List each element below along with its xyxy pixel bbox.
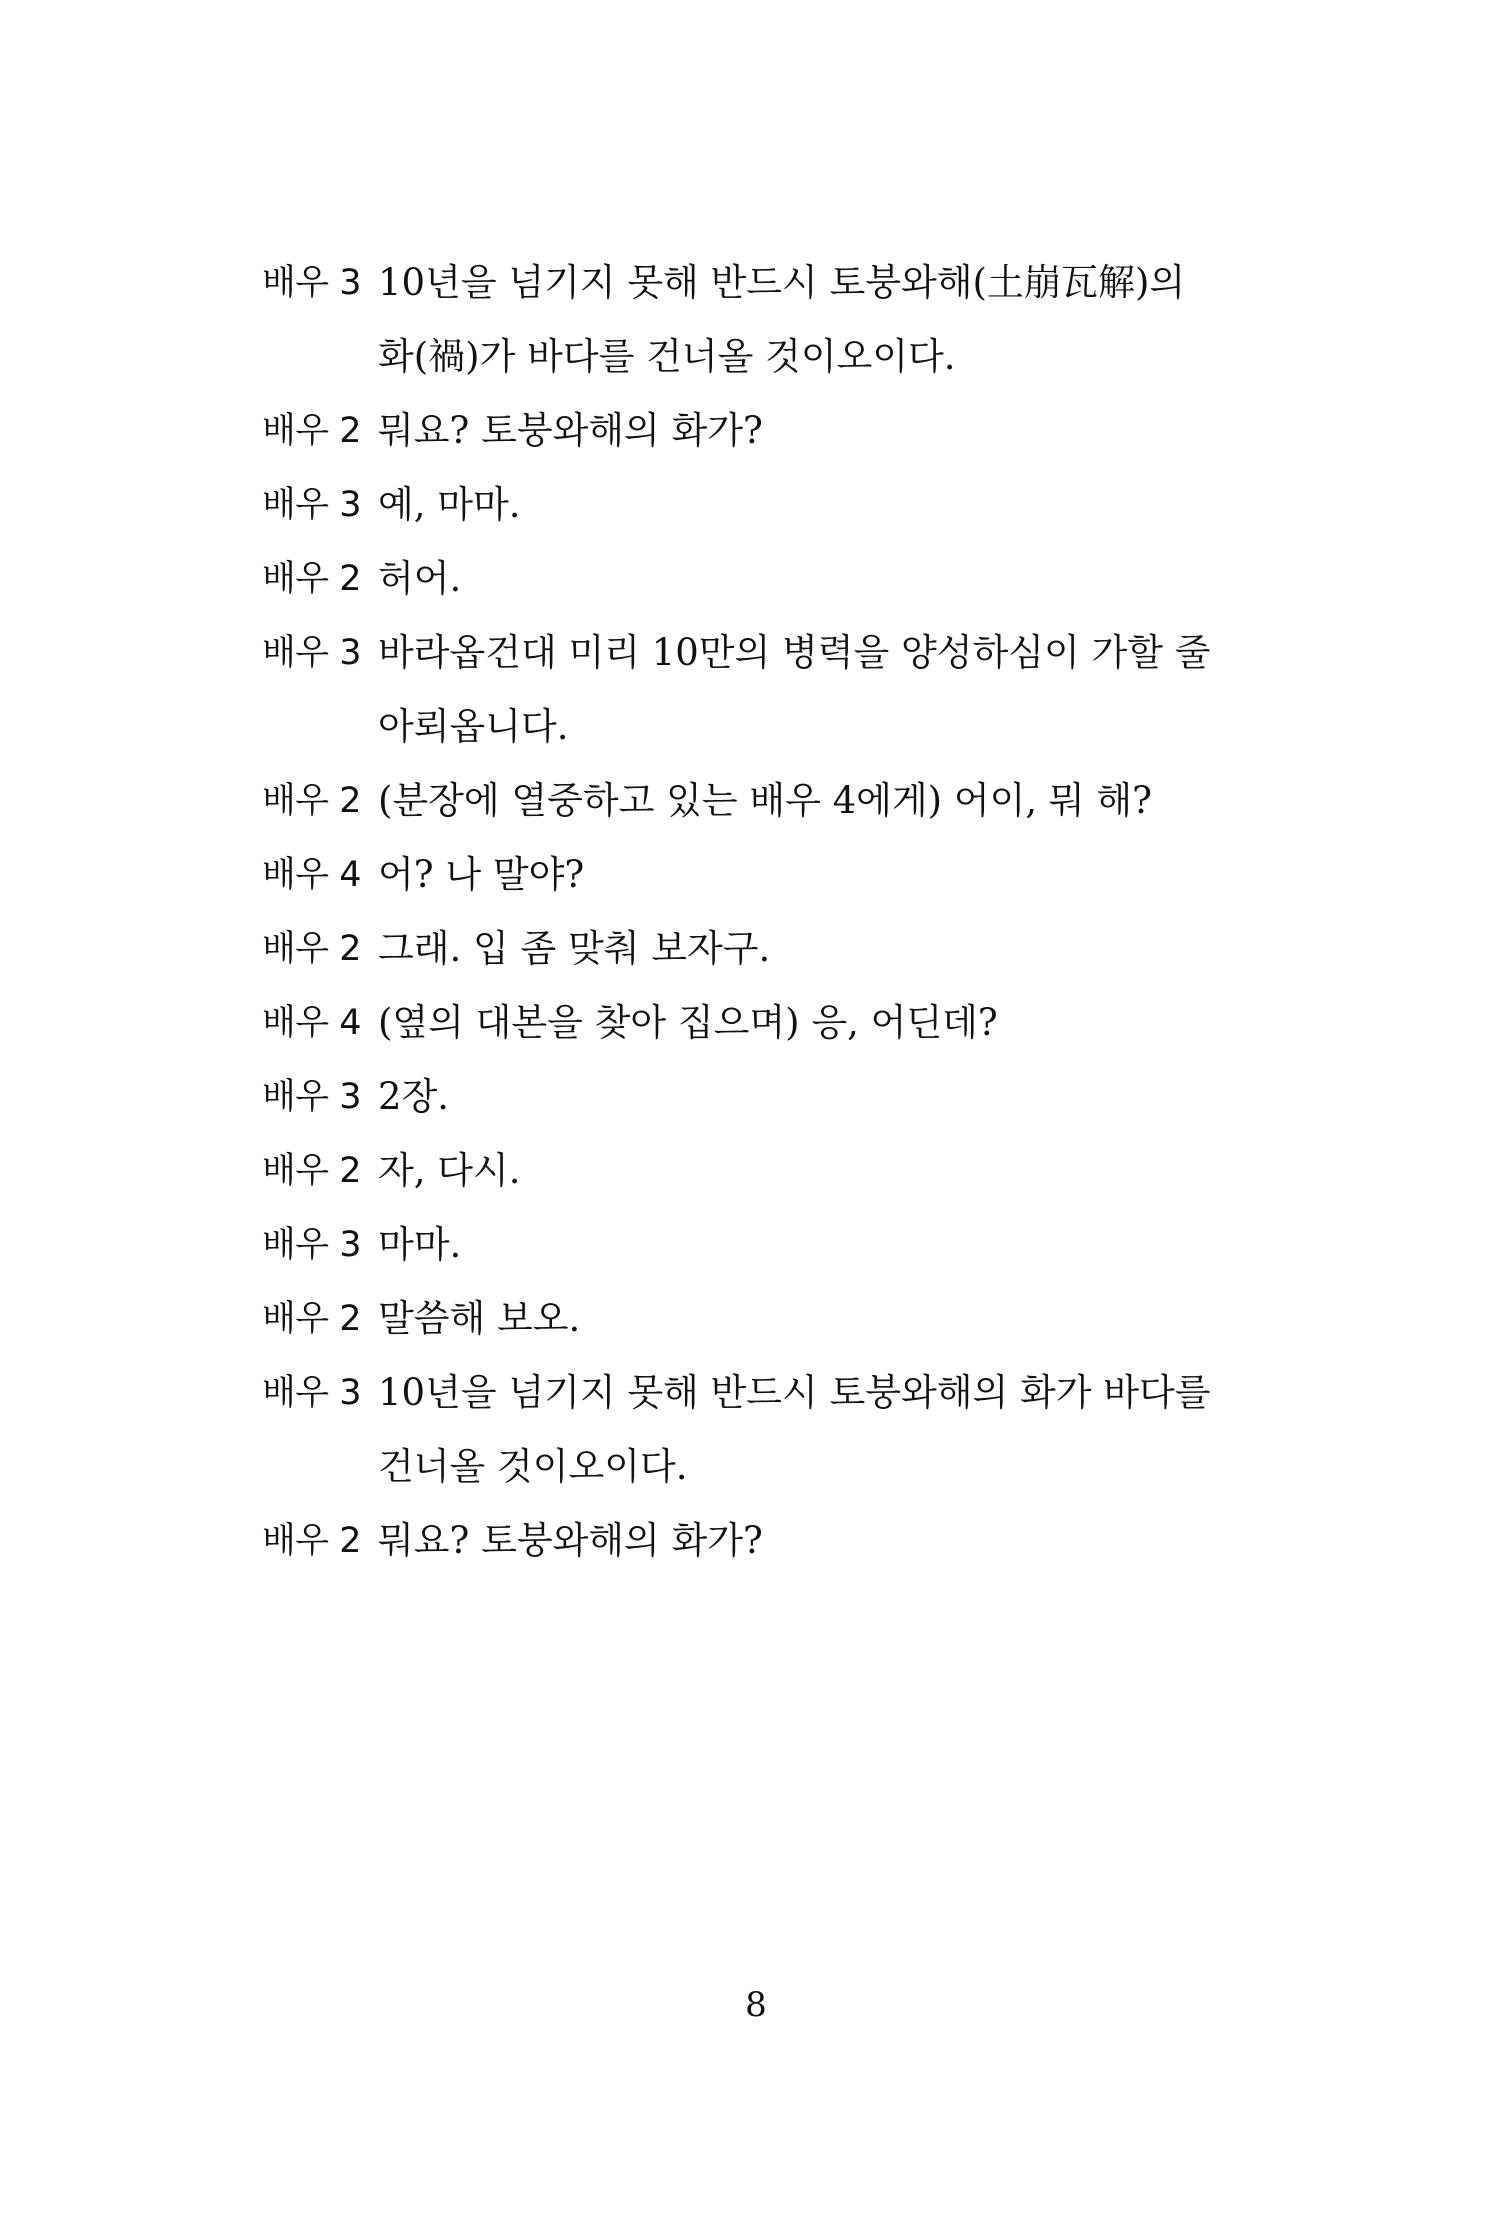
- speaker-name: 배우 3: [262, 263, 362, 303]
- dialogue-continuation: [262, 1430, 1222, 1504]
- speaker-name: 배우 3: [262, 633, 362, 673]
- dialogue-line: [262, 838, 1222, 912]
- speaker-name: 배우 4: [262, 1003, 362, 1043]
- dialogue-text: 자, 다시.: [378, 1149, 521, 1192]
- dialogue-line: [262, 468, 1222, 542]
- dialogue-line: [262, 616, 1222, 690]
- speaker-name: 배우 2: [262, 559, 362, 599]
- speaker-name: 배우 2: [262, 1151, 362, 1191]
- dialogue-line: [262, 1504, 1222, 1578]
- dialogue-text: 10년을 넘기지 못해 반드시 토붕와해(土崩瓦解)의: [378, 261, 1186, 304]
- dialogue-line: [262, 1208, 1222, 1282]
- dialogue-text: (옆의 대본을 찾아 집으며) 응, 어딘데?: [378, 1001, 998, 1044]
- speaker-name: 배우 3: [262, 1225, 362, 1265]
- dialogue-text: 어? 나 말야?: [378, 853, 585, 896]
- dialogue-line: [262, 912, 1222, 986]
- dialogue-line: [262, 542, 1222, 616]
- speaker-name: 배우 3: [262, 485, 362, 525]
- dialogue-text: 건너올 것이오이다.: [378, 1445, 688, 1488]
- script-body: [262, 246, 1222, 1578]
- dialogue-line: [262, 1134, 1222, 1208]
- dialogue-text: 그래. 입 좀 맞춰 보자구.: [378, 927, 771, 970]
- speaker-name: 배우 2: [262, 1521, 362, 1561]
- dialogue-continuation: [262, 320, 1222, 394]
- speaker-name: 배우 2: [262, 781, 362, 821]
- dialogue-text: 뭐요? 토붕와해의 화가?: [378, 1519, 763, 1562]
- speaker-name: 배우 3: [262, 1373, 362, 1413]
- speaker-name: 배우 3: [262, 1077, 362, 1117]
- dialogue-line: [262, 986, 1222, 1060]
- speaker-name: 배우 2: [262, 411, 362, 451]
- page-number: 8: [745, 1985, 767, 2025]
- speaker-name: 배우 2: [262, 1299, 362, 1339]
- dialogue-text: 10년을 넘기지 못해 반드시 토붕와해의 화가 바다를: [378, 1371, 1211, 1414]
- dialogue-text: (분장에 열중하고 있는 배우 4에게) 어이, 뭐 해?: [378, 779, 1152, 822]
- dialogue-line: [262, 1356, 1222, 1430]
- speaker-name: 배우 2: [262, 929, 362, 969]
- dialogue-line: [262, 764, 1222, 838]
- dialogue-text: 예, 마마.: [378, 483, 521, 526]
- dialogue-text: 화(禍)가 바다를 건너올 것이오이다.: [378, 335, 956, 378]
- dialogue-text: 말씀해 보오.: [378, 1297, 581, 1340]
- dialogue-text: 허어.: [378, 557, 462, 600]
- dialogue-text: 마마.: [378, 1223, 462, 1266]
- dialogue-text: 바라옵건대 미리 10만의 병력을 양성하심이 가할 줄: [378, 631, 1211, 674]
- dialogue-line: [262, 246, 1222, 320]
- dialogue-text: 아뢰옵니다.: [378, 705, 569, 748]
- dialogue-continuation: [262, 690, 1222, 764]
- dialogue-line: [262, 1282, 1222, 1356]
- speaker-name: 배우 4: [262, 855, 362, 895]
- dialogue-line: [262, 1060, 1222, 1134]
- dialogue-line: [262, 394, 1222, 468]
- dialogue-text: 뭐요? 토붕와해의 화가?: [378, 409, 763, 452]
- dialogue-text: 2장.: [378, 1075, 450, 1118]
